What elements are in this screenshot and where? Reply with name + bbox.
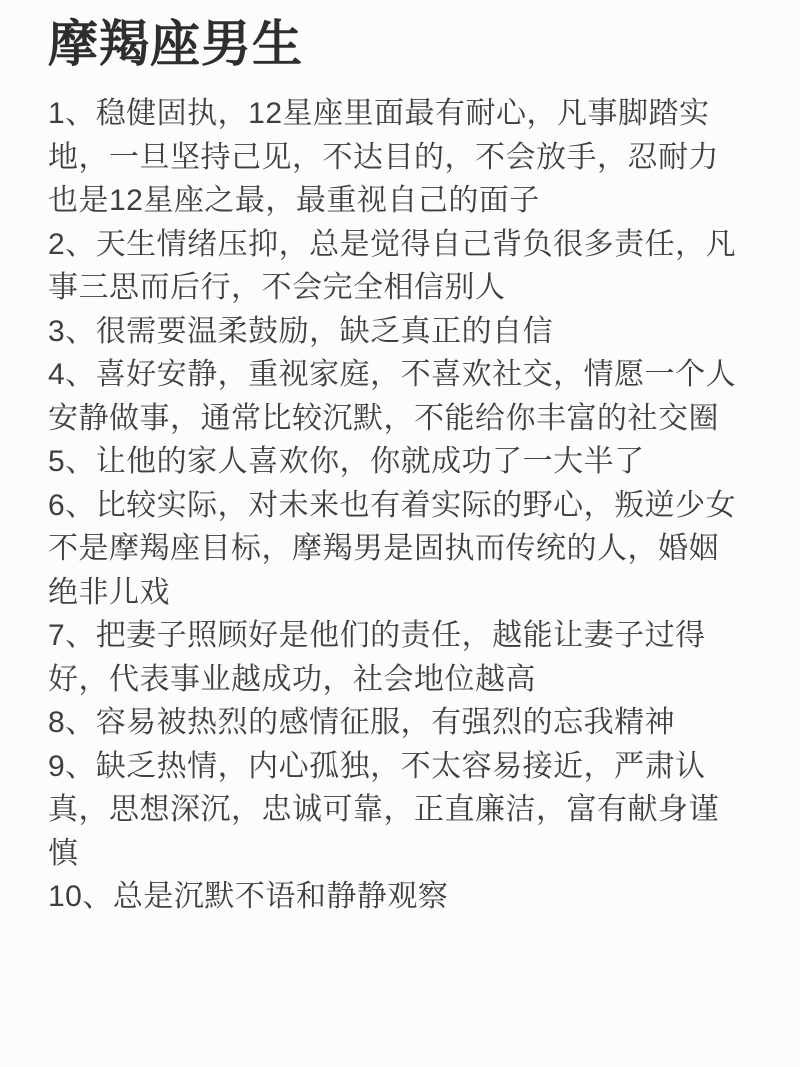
- trait-list: [48, 92, 738, 919]
- list-item: [48, 310, 738, 354]
- item-number: 9、: [48, 749, 96, 783]
- item-number: 4、: [48, 358, 96, 391]
- list-item: [48, 484, 738, 615]
- list-item: [48, 353, 738, 440]
- list-item: [48, 701, 738, 745]
- page-title: 摩羯座男生: [48, 16, 303, 72]
- item-number: 7、: [48, 619, 96, 652]
- item-text: 容易被热烈的感情征服，有强烈的忘我精神: [95, 706, 676, 739]
- item-text: 比较实际，对未来也有着实际的野心，叛逆少女不是摩羯座目标，摩羯男是固执而传统的人，婚姻绝非儿戏: [48, 488, 737, 609]
- item-number: 3、: [48, 314, 96, 348]
- item-text: 总是沉默不语和静静观察: [112, 880, 449, 913]
- list-item: [48, 614, 738, 701]
- list-item: [48, 440, 738, 484]
- item-number: 8、: [48, 706, 96, 739]
- list-item: [48, 745, 738, 876]
- item-number: 5、: [48, 445, 96, 478]
- item-number: 10、: [48, 880, 113, 913]
- list-item: [48, 223, 738, 310]
- item-number: 6、: [48, 488, 96, 522]
- list-item: [48, 92, 738, 223]
- item-text: 很需要温柔鼓励，缺乏真正的自信: [95, 314, 554, 348]
- item-number: 2、: [48, 227, 96, 261]
- item-number: 1、: [48, 97, 96, 130]
- item-text: 把妻子照顾好是他们的责任，越能让妻子过得好，代表事业越成功，社会地位越高: [48, 619, 706, 696]
- item-text: 喜好安静，重视家庭，不喜欢社交，情愿一个人安静做事，通常比较沉默，不能给你丰富的社交圈: [48, 358, 737, 435]
- item-text: 让他的家人喜欢你，你就成功了一大半了: [95, 445, 645, 478]
- item-text: 稳健固执，12星座里面最有耐心，凡事脚踏实地，一旦坚持己见，不达目的，不会放手，忍耐力也是12星座之最，最重视自己的面子: [48, 97, 719, 217]
- list-item: [48, 875, 738, 919]
- item-text: 缺乏热情，内心孤独，不太容易接近，严肃认真，思想深沉，忠诚可靠，正直廉洁，富有献身谨慎: [48, 749, 719, 870]
- item-text: 天生情绪压抑，总是觉得自己背负很多责任，凡事三思而后行，不会完全相信别人: [48, 227, 737, 304]
